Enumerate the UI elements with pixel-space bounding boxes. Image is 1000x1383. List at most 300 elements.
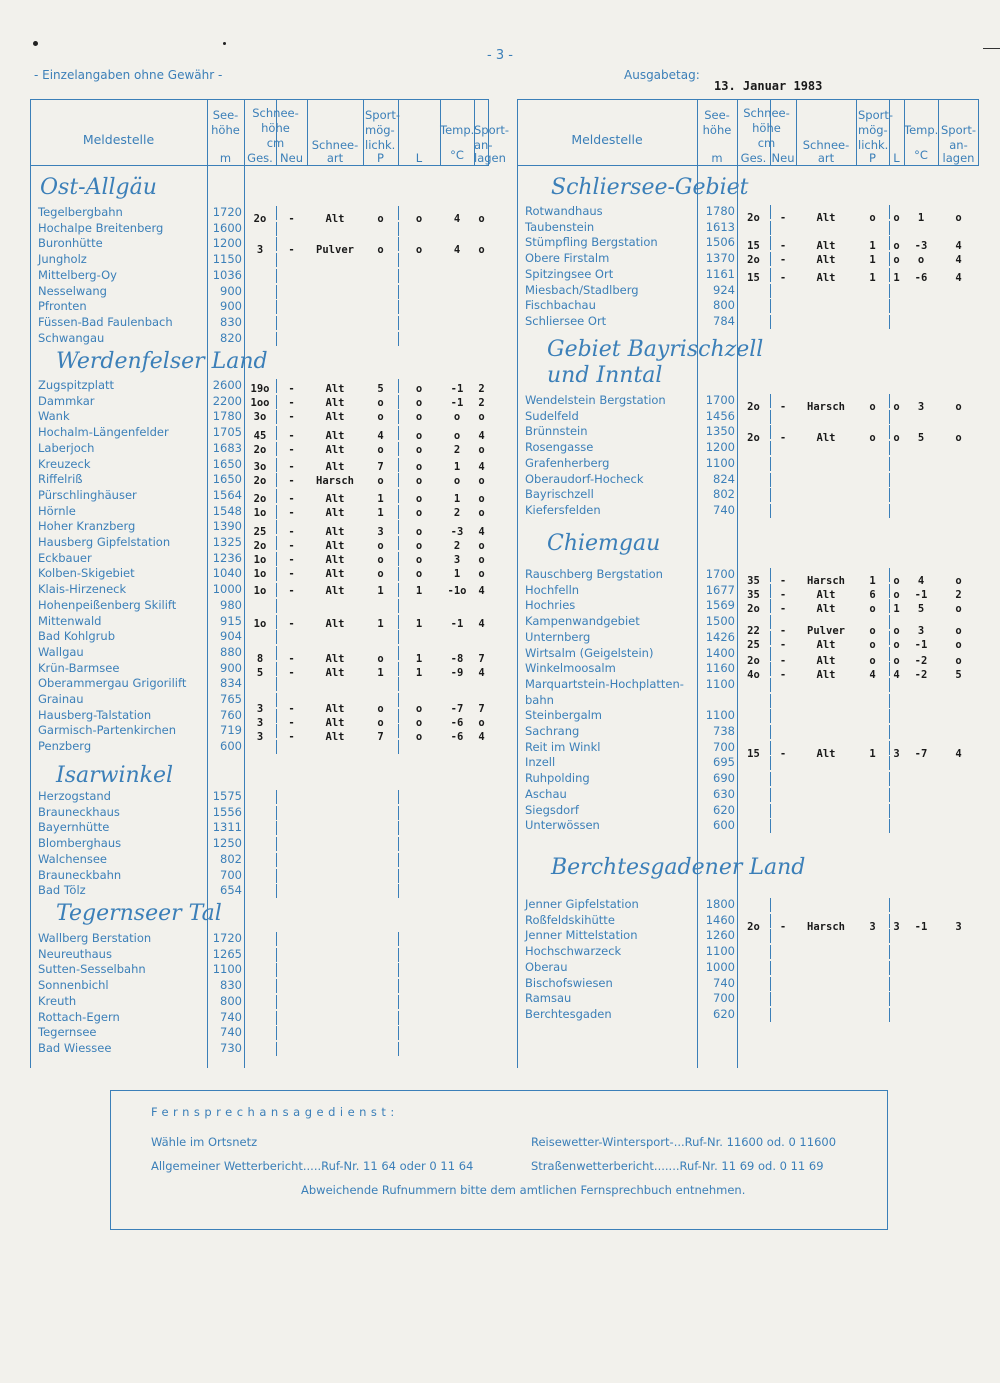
report-l: o — [415, 410, 423, 423]
report-art: Alt — [325, 382, 345, 395]
report-neu: - — [779, 240, 787, 253]
report-neu: - — [288, 396, 295, 409]
station-elevation: 1500 — [705, 614, 735, 629]
region-heading: Tegernseer Tal — [56, 901, 222, 926]
issue-date: 13. Januar 1983 — [714, 79, 823, 93]
header-facilities: lagen — [942, 151, 975, 165]
report-neu: - — [288, 525, 295, 538]
station-name: Garmisch-Partenkirchen — [38, 723, 177, 738]
header-station: Meldestelle — [82, 132, 155, 147]
disclaimer: - Einzelangaben ohne Gewähr - — [34, 68, 223, 82]
report-anl: o — [955, 654, 962, 667]
report-p: o — [869, 432, 876, 445]
report-p: o — [377, 410, 384, 423]
station-elevation: 1040 — [212, 566, 242, 581]
column-tick — [889, 488, 890, 502]
report-ges: 1o — [253, 618, 267, 631]
report-neu: - — [779, 920, 787, 933]
report-ges: 2o — [747, 603, 760, 616]
report-temp: 1 — [453, 492, 461, 505]
phone-line: Allgemeiner Wetterbericht.....Ruf-Nr. 11 64 oder 0 11 64 — [151, 1159, 474, 1173]
station-name: Tegernsee — [38, 1025, 97, 1040]
station-elevation: 740 — [220, 1025, 242, 1040]
column-tick — [398, 677, 399, 691]
report-ges: 2o — [747, 432, 760, 445]
report-anl: o — [478, 244, 485, 257]
column-tick — [398, 630, 399, 644]
column-tick — [889, 898, 890, 912]
station-elevation: 1548 — [212, 503, 242, 518]
station-elevation: 1350 — [705, 424, 735, 439]
station-elevation: 1265 — [212, 946, 242, 961]
station-name: Aschau — [525, 786, 567, 801]
report-art: Alt — [325, 585, 345, 598]
station-name: Hohenpeißenberg Skilift — [38, 597, 177, 612]
station-name: Miesbach/Stadlberg — [525, 282, 639, 297]
header-elevation: m — [219, 151, 232, 165]
station-elevation: 719 — [220, 723, 242, 738]
station-name: Spitzingsee Ort — [525, 266, 614, 281]
station-name: Mittenwald — [38, 613, 102, 628]
station-elevation: 802 — [220, 851, 242, 866]
report-p: 7 — [377, 461, 384, 474]
report-anl: 4 — [478, 429, 485, 442]
station-elevation: 760 — [220, 707, 242, 722]
station-elevation: 1720 — [212, 205, 242, 219]
station-name: Hausberg-Talstation — [38, 707, 152, 722]
report-p: 1 — [377, 492, 384, 505]
column-tick — [770, 709, 771, 723]
station-name: Eckbauer — [38, 550, 92, 565]
report-l: o — [893, 240, 900, 253]
header-snow-total: Ges. — [247, 151, 273, 165]
report-anl: 2 — [478, 382, 485, 395]
column-tick — [770, 977, 771, 991]
header-temp: °C — [914, 148, 928, 162]
station-elevation: 1780 — [705, 204, 735, 218]
station-name: bahn — [525, 692, 554, 707]
report-neu: - — [288, 506, 295, 519]
report-ges: 3o — [253, 410, 267, 423]
column-tick — [770, 488, 771, 502]
report-art: Harsch — [807, 400, 845, 413]
phone-line: Straßenwetterbericht.......Ruf-Nr. 11 69 od. 0 11 69 — [531, 1159, 824, 1173]
column-tick — [770, 1008, 771, 1022]
station-name: Rauschberg Bergstation — [525, 567, 663, 581]
column-tick — [398, 995, 399, 1009]
station-elevation: 1677 — [705, 582, 735, 597]
station-name: Bad Kohlgrub — [38, 629, 115, 644]
report-anl: 2 — [955, 588, 962, 601]
report-l: 1 — [415, 585, 423, 598]
report-temp: -1 — [450, 396, 464, 409]
station-name: Schliersee Ort — [525, 313, 607, 328]
report-anl: o — [955, 400, 962, 413]
header-temp: Temp. — [440, 123, 475, 137]
station-name: Laberjoch — [38, 440, 95, 455]
report-temp: o — [453, 429, 461, 442]
column-tick — [770, 299, 771, 313]
header-facilities: Sport- — [474, 123, 510, 137]
report-l: o — [415, 553, 423, 566]
report-anl: o — [478, 212, 485, 225]
station-elevation: 824 — [713, 471, 735, 486]
report-ges: 1o — [253, 585, 267, 598]
report-neu: - — [288, 492, 295, 505]
station-elevation: 695 — [713, 755, 735, 770]
report-p: o — [377, 244, 384, 257]
report-p: 1 — [869, 747, 876, 760]
column-tick — [398, 1011, 399, 1025]
report-art: Alt — [325, 539, 345, 552]
column-tick — [276, 1042, 277, 1056]
column-tick — [889, 725, 890, 739]
column-tick — [398, 869, 399, 883]
header-facilities: an- — [949, 138, 968, 152]
column-tick — [398, 1042, 399, 1056]
report-anl: o — [478, 492, 485, 505]
column-tick — [889, 804, 890, 818]
station-name: Hochries — [525, 598, 576, 613]
report-p: o — [869, 211, 876, 224]
report-p: o — [869, 400, 876, 413]
report-ges: 3 — [256, 731, 264, 744]
report-art: Alt — [816, 654, 836, 667]
report-art: Alt — [325, 212, 345, 225]
column-tick — [276, 884, 277, 898]
report-neu: - — [288, 731, 295, 744]
header-elevation: See- — [704, 108, 730, 122]
station-name: Füssen-Bad Faulenbach — [38, 314, 173, 329]
station-name: Kolben-Skigebiet — [38, 566, 135, 581]
report-ges: 3 — [256, 717, 264, 730]
station-name: Bad Tölz — [38, 883, 86, 898]
station-name: Bad Wiessee — [38, 1040, 112, 1055]
station-elevation: 700 — [220, 867, 242, 882]
edge-mark — [983, 48, 1000, 49]
report-neu: - — [288, 553, 295, 566]
column-tick — [398, 1026, 399, 1040]
phone-line: Wähle im Ortsnetz — [151, 1135, 258, 1149]
station-elevation: 900 — [220, 660, 242, 675]
report-neu: - — [779, 603, 787, 616]
station-name: Brauneckhaus — [38, 804, 120, 819]
report-l: o — [415, 702, 423, 715]
report-neu: - — [288, 461, 295, 474]
report-l: 3 — [893, 747, 900, 760]
report-l: o — [415, 212, 423, 225]
column-tick — [770, 504, 771, 518]
station-elevation: 1390 — [212, 519, 242, 534]
column-tick — [889, 504, 890, 518]
report-art: Alt — [816, 747, 836, 760]
report-anl: 4 — [478, 618, 485, 631]
column-tick — [770, 992, 771, 1006]
station-name: Herzogstand — [38, 789, 111, 803]
report-art: Pulver — [316, 244, 354, 257]
station-elevation: 1236 — [212, 550, 242, 565]
column-tick — [889, 977, 890, 991]
report-neu: - — [288, 410, 295, 423]
report-p: 1 — [377, 585, 384, 598]
station-elevation: 690 — [713, 771, 735, 786]
station-elevation: 740 — [220, 1009, 242, 1024]
station-elevation: 1036 — [212, 267, 242, 282]
report-art: Harsch — [807, 574, 845, 587]
report-temp: -3 — [914, 240, 928, 253]
header-elevation: m — [711, 151, 723, 165]
report-temp: 5 — [917, 603, 925, 616]
header-sport: mög- — [365, 123, 395, 137]
report-temp: -1 — [450, 382, 464, 395]
scan-speck — [33, 41, 38, 46]
report-l: o — [415, 731, 423, 744]
region-heading: Berchtesgadener Land — [551, 855, 806, 880]
report-anl: o — [955, 639, 962, 652]
report-l: o — [415, 717, 423, 730]
header-facilities: lagen — [474, 151, 506, 165]
column-tick — [276, 853, 277, 867]
report-ges: 3 — [256, 702, 264, 715]
station-name: Klais-Hirzeneck — [38, 582, 127, 597]
report-art: Alt — [325, 731, 345, 744]
station-elevation: 600 — [713, 818, 735, 833]
station-name: Unternberg — [525, 629, 591, 644]
report-anl: 2 — [478, 396, 485, 409]
station-elevation: 740 — [713, 975, 735, 990]
station-name: Ramsau — [525, 991, 572, 1006]
station-elevation: 1700 — [705, 567, 735, 581]
column-tick — [276, 806, 277, 820]
station-name: Oberammergau Grigorilift — [38, 676, 187, 691]
report-art: Harsch — [807, 920, 845, 933]
station-name: Mittelberg-Oy — [38, 267, 117, 282]
header-snow-new: Neu — [771, 151, 795, 165]
station-name: Wirtsalm (Geigelstein) — [525, 645, 654, 660]
report-art: Alt — [816, 639, 836, 652]
header-temp: °C — [450, 148, 464, 162]
report-l: 3 — [893, 920, 900, 933]
report-neu: - — [779, 639, 787, 652]
report-ges: 5 — [256, 666, 264, 679]
station-name: Krün-Barmsee — [38, 660, 120, 675]
report-temp: -3 — [450, 525, 464, 538]
report-temp: 3 — [453, 553, 461, 566]
report-table-left — [30, 99, 510, 1068]
report-temp: -7 — [914, 747, 928, 760]
station-elevation: 700 — [713, 991, 735, 1006]
report-temp: o — [453, 475, 461, 488]
report-neu: - — [288, 475, 295, 488]
report-art: Alt — [816, 240, 836, 253]
column-tick — [398, 884, 399, 898]
header-snow-depth: cm — [266, 136, 285, 150]
column-tick — [276, 300, 277, 314]
station-name: Steinbergalm — [525, 708, 603, 723]
report-temp: 3 — [917, 400, 925, 413]
station-elevation: 1506 — [705, 235, 735, 250]
station-name: Fischbachau — [525, 298, 596, 313]
report-art: Alt — [325, 717, 345, 730]
station-elevation: 1720 — [212, 931, 242, 945]
phone-service-title: Fernsprechansagedienst: — [151, 1105, 399, 1119]
report-art: Alt — [325, 443, 345, 456]
station-elevation: 1200 — [705, 440, 735, 455]
column-tick — [276, 1026, 277, 1040]
report-temp: -6 — [914, 271, 928, 284]
report-art: Alt — [325, 429, 345, 442]
station-elevation: 630 — [713, 786, 735, 801]
column-tick — [889, 992, 890, 1006]
report-p: o — [869, 625, 876, 638]
report-anl: 4 — [478, 585, 485, 598]
report-p: o — [869, 603, 876, 616]
report-anl: 4 — [955, 240, 962, 253]
report-neu: - — [288, 666, 295, 679]
report-art: Alt — [325, 410, 345, 423]
station-elevation: 1400 — [705, 645, 735, 660]
report-p: o — [377, 539, 384, 552]
station-elevation: 1705 — [212, 425, 242, 440]
report-l: o — [893, 432, 900, 445]
report-temp: -6 — [450, 731, 464, 744]
report-anl: o — [478, 539, 485, 552]
station-name: Rosengasse — [525, 440, 594, 455]
column-tick — [276, 790, 277, 804]
station-elevation: 924 — [713, 282, 735, 297]
station-elevation: 730 — [220, 1040, 242, 1055]
page-number: - 3 - — [487, 48, 513, 63]
report-l: o — [415, 443, 423, 456]
report-ges: 2o — [747, 211, 760, 224]
station-name: Sonnenbichl — [38, 978, 109, 993]
report-ges: 2o — [253, 475, 267, 488]
report-art: Alt — [325, 461, 345, 474]
column-tick — [398, 285, 399, 299]
region-heading: Ost-Allgäu — [40, 175, 157, 200]
report-anl: o — [478, 553, 485, 566]
report-ges: 25 — [747, 639, 760, 652]
station-elevation: 1100 — [705, 944, 735, 959]
report-p: 1 — [377, 506, 384, 519]
report-l: o — [415, 525, 423, 538]
station-elevation: 904 — [220, 629, 242, 644]
report-temp: o — [453, 410, 461, 423]
scan-speck — [223, 42, 226, 45]
station-elevation: 830 — [220, 978, 242, 993]
header-sport: Sport- — [858, 108, 894, 122]
report-neu: - — [288, 539, 295, 552]
region-heading: Schliersee-Gebiet — [551, 175, 749, 200]
column-tick — [276, 948, 277, 962]
report-art: Alt — [816, 669, 836, 682]
report-anl: o — [478, 506, 485, 519]
header-sport-l: L — [415, 151, 423, 165]
column-tick — [276, 630, 277, 644]
station-elevation: 1600 — [212, 220, 242, 235]
station-name: Hörnle — [38, 503, 76, 518]
report-l: o — [893, 639, 900, 652]
report-art: Alt — [325, 553, 345, 566]
report-l: o — [893, 400, 900, 413]
station-elevation: 1161 — [705, 266, 735, 281]
station-elevation: 784 — [713, 313, 735, 328]
column-tick — [770, 804, 771, 818]
column-tick — [398, 963, 399, 977]
station-name: Oberaudorf-Hocheck — [525, 471, 644, 486]
station-elevation: 1100 — [212, 962, 242, 977]
column-tick — [398, 599, 399, 613]
report-anl: o — [955, 432, 962, 445]
column-tick — [770, 284, 771, 298]
station-name: Winkelmoosalm — [525, 661, 616, 676]
table-border — [30, 99, 31, 1068]
station-elevation: 1650 — [212, 456, 242, 471]
station-elevation: 1100 — [705, 676, 735, 691]
station-elevation: 1456 — [705, 408, 735, 423]
column-tick — [889, 709, 890, 723]
column-tick — [770, 772, 771, 786]
report-l: o — [893, 211, 900, 224]
report-neu: - — [779, 625, 787, 638]
report-ges: 35 — [747, 574, 760, 587]
station-elevation: 1100 — [705, 455, 735, 470]
report-anl: 4 — [955, 271, 962, 284]
report-art: Alt — [325, 666, 345, 679]
report-anl: 3 — [955, 920, 962, 933]
station-elevation: 1311 — [212, 820, 242, 835]
station-elevation: 800 — [220, 993, 242, 1008]
report-p: 4 — [377, 429, 384, 442]
station-name: Walchensee — [38, 851, 107, 866]
station-name: Wallgau — [38, 644, 84, 659]
phone-note: Abweichende Rufnummern bitte dem amtlichen Fernsprechbuch entnehmen. — [301, 1183, 746, 1197]
report-art: Alt — [816, 432, 836, 445]
station-elevation: 1683 — [212, 440, 242, 455]
report-neu: - — [779, 588, 787, 601]
header-sport-l: L — [893, 151, 900, 165]
station-elevation: 900 — [220, 299, 242, 314]
station-elevation: 820 — [220, 330, 242, 345]
report-temp: -2 — [914, 654, 928, 667]
station-elevation: 802 — [713, 487, 735, 502]
station-elevation: 2600 — [212, 378, 242, 392]
report-neu: - — [288, 429, 295, 442]
station-elevation: 1613 — [705, 219, 735, 234]
station-elevation: 1650 — [212, 472, 242, 487]
table-border — [30, 99, 489, 100]
report-temp: 2 — [453, 539, 461, 552]
report-art: Alt — [325, 492, 345, 505]
report-p: 1 — [377, 666, 384, 679]
table-border — [517, 99, 518, 1068]
report-anl: 4 — [955, 747, 962, 760]
column-tick — [276, 677, 277, 691]
report-temp: 4 — [453, 244, 461, 257]
station-name: Jungholz — [38, 252, 87, 267]
report-l: o — [415, 506, 423, 519]
report-anl: 4 — [955, 254, 962, 267]
report-neu: - — [288, 702, 295, 715]
station-name: Sudelfeld — [525, 408, 579, 423]
station-name: Hochfelln — [525, 582, 580, 597]
station-name: Marquartstein-Hochplatten- — [525, 676, 684, 691]
report-neu: - — [288, 443, 295, 456]
report-p: 1 — [377, 618, 384, 631]
station-name: Riffelriß — [38, 472, 83, 487]
station-name: Blomberghaus — [38, 836, 122, 851]
report-art: Alt — [816, 271, 836, 284]
